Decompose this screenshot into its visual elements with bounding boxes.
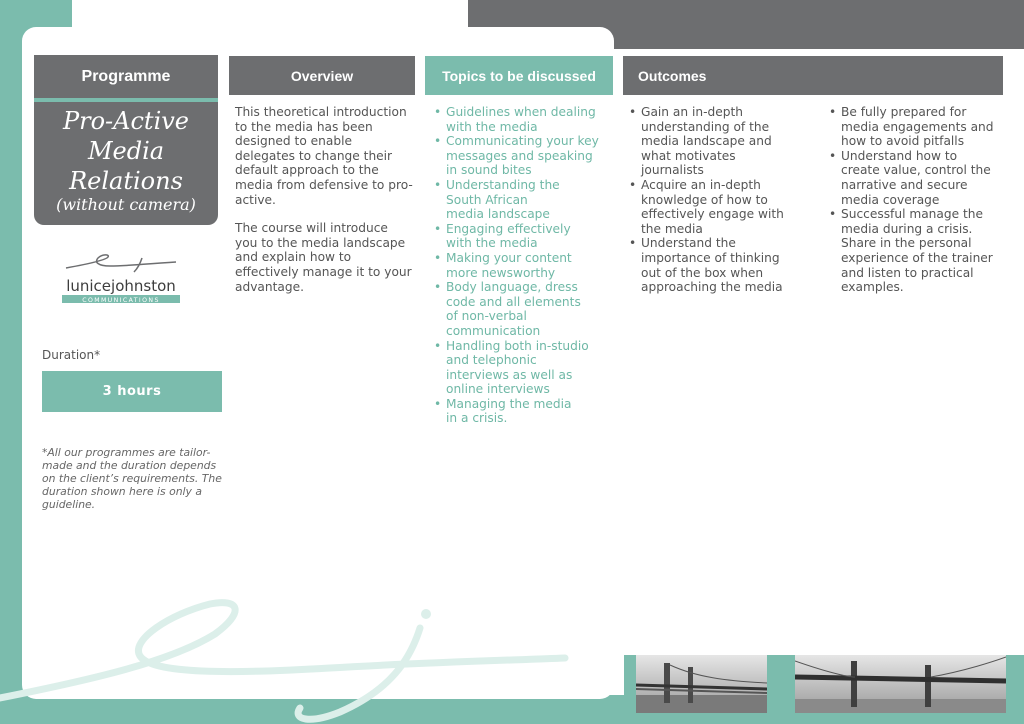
- company-logo: [58, 254, 184, 314]
- overview-paragraph: This theoretical introduction to the media has been designed to enable delegates to change their default approach to the media from defensive to pro-active.: [235, 105, 413, 207]
- outcomes-list-1: [629, 105, 807, 295]
- outcome-item: • Understand how to create value, control the narrative and secure media coverage: [829, 149, 999, 207]
- logo-tagline: COMMUNICATIONS: [82, 297, 160, 304]
- topics-list-container: [434, 105, 604, 426]
- programme-title-line: Relations: [69, 167, 183, 195]
- logo-name: lunicejohnston: [66, 277, 176, 295]
- logo-initials: ej: [58, 254, 59, 255]
- topic-item: • Understanding the South African media landscape: [434, 178, 604, 222]
- programme-title-box: [34, 102, 218, 225]
- topic-item: • Body language, dress code and all elements of non-verbal communication: [434, 280, 604, 338]
- overview-text: [235, 105, 413, 308]
- outcomes-column-2: [829, 105, 999, 295]
- programme-subtitle: (without camera): [56, 195, 196, 214]
- outcome-item: • Successful manage the media during a crisis. Share in the personal experience of the trainer and listen to practical examples.: [829, 207, 999, 295]
- bridge-photo-left: [636, 655, 767, 713]
- outcome-item: • Acquire an in-depth knowledge of how to effectively engage with the media: [629, 178, 807, 236]
- topics-list: [434, 105, 604, 426]
- topic-item: • Engaging effectively with the media: [434, 222, 604, 251]
- outcome-item: • Understand the importance of thinking out of the box when approaching the media: [629, 236, 807, 294]
- outcomes-header: Outcomes: [623, 56, 1003, 95]
- outcomes-column-1: [629, 105, 807, 295]
- outcomes-list-2: [829, 105, 999, 295]
- overview-header: Overview: [229, 56, 415, 95]
- programme-header: Programme: [34, 55, 218, 98]
- topics-header: Topics to be discussed: [425, 56, 613, 95]
- topic-item: • Guidelines when dealing with the media: [434, 105, 604, 134]
- duration-value: 3 hours: [42, 371, 222, 412]
- outcome-item: • Gain an in-depth understanding of the media landscape and what motivates journalists: [629, 105, 807, 178]
- programme-title-line: Media: [87, 137, 165, 165]
- outcome-item: • Be fully prepared for media engagements and how to avoid pitfalls: [829, 105, 999, 149]
- bridge-photo-right: [795, 655, 1006, 713]
- ej-logo-mark: [58, 254, 184, 314]
- duration-label: Duration*: [42, 348, 101, 362]
- overview-paragraph: The course will introduce you to the media landscape and explain how to effectively manage it to your advantage.: [235, 221, 412, 294]
- programme-title: [34, 102, 218, 196]
- topic-item: • Handling both in-studio and telephonic interviews as well as online interviews: [434, 339, 604, 397]
- ej-watermark-swirl: [0, 590, 620, 724]
- programme-title-line: Pro-Active: [62, 107, 190, 135]
- topic-item: • Communicating your key messages and speaking in sound bites: [434, 134, 604, 178]
- topic-item: • Managing the media in a crisis.: [434, 397, 604, 426]
- duration-note: *All our programmes are tailor-made and the duration depends on the client’s requirements. The duration shown here is only a guideline.: [42, 446, 222, 511]
- topic-item: • Making your content more newsworthy: [434, 251, 604, 280]
